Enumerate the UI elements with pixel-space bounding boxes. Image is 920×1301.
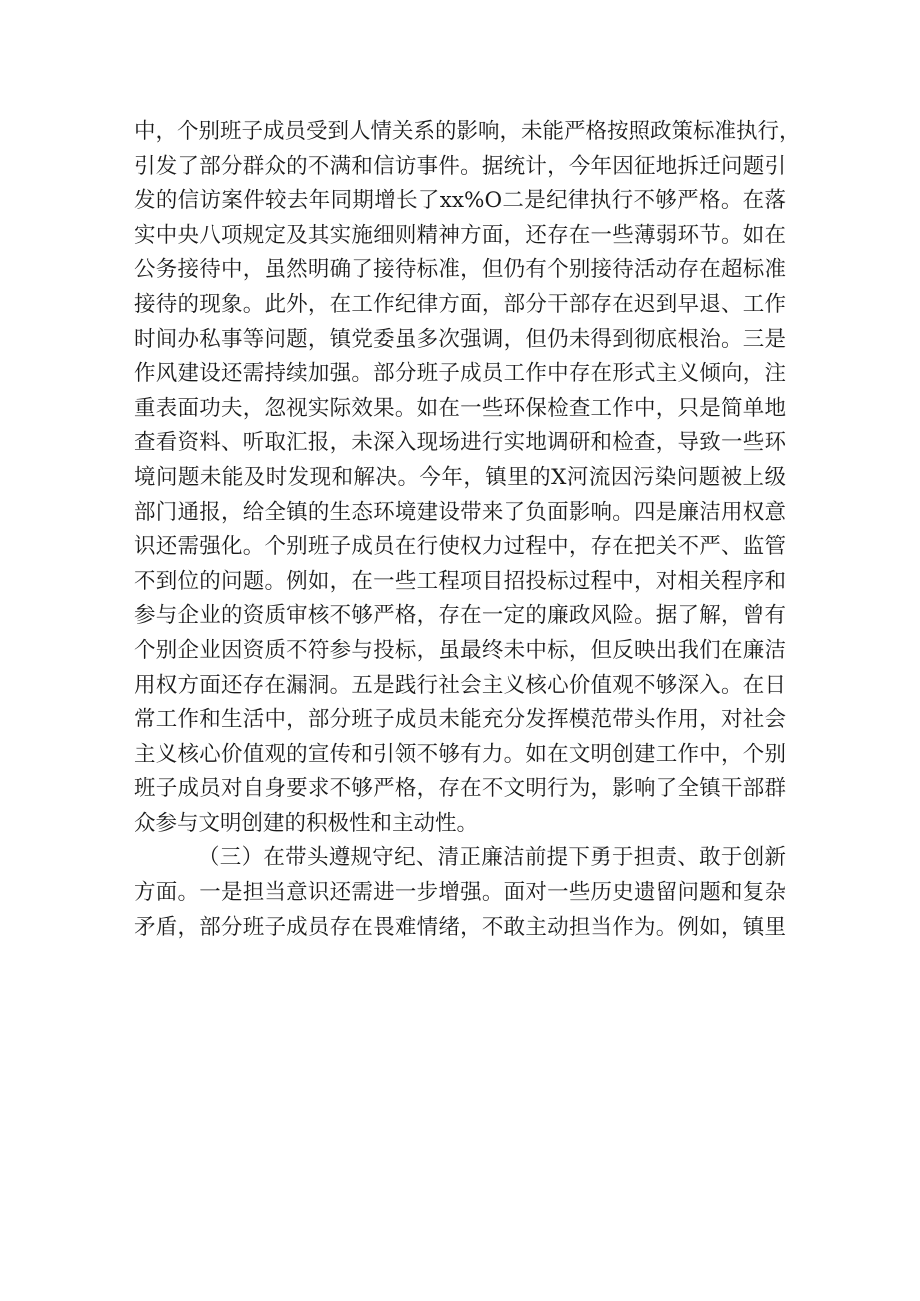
text-line: 公务接待中，虽然明确了接待标准，但仍有个别接待活动存在超标准 [134, 257, 786, 283]
paragraph-end-line: 众参与文明创建的积极性和主动性。 [134, 810, 479, 836]
section-heading-line: （三）在带头遵规守纪、清正廉洁前提下勇于担责、敢于创新 [198, 845, 786, 871]
text-line: 不到位的问题。例如，在一些工程项目招投标过程中，对相关程序和 [134, 568, 786, 594]
text-line: 发的信访案件较去年同期增长了xx%O二是纪律执行不够严格。在落 [134, 188, 786, 214]
text-line: 识还需强化。个别班子成员在行使权力过程中，存在把关不严、监管 [134, 534, 786, 560]
body-text [134, 115, 801, 945]
text-line: 查看资料、听取汇报，未深入现场进行实地调研和检查，导致一些环 [134, 430, 786, 456]
text-line: 部门通报，给全镇的生态环境建设带来了负面影响。四是廉洁用权意 [134, 499, 786, 525]
text-line: 时间办私事等问题，镇党委虽多次强调，但仍未得到彻底根治。三是 [134, 326, 786, 352]
text-line: 个别企业因资质不符参与投标，虽最终未中标，但反映出我们在廉洁 [134, 637, 786, 663]
text-line: 参与企业的资质审核不够严格，存在一定的廉政风险。据了解，曾有 [134, 603, 786, 629]
text-line: 方面。一是担当意识还需进一步增强。面对一些历史遗留问题和复杂 [134, 880, 786, 906]
text-line: 重表面功夫，忽视实际效果。如在一些环保检查工作中，只是简单地 [134, 395, 786, 421]
text-line: 作风建设还需持续加强。部分班子成员工作中存在形式主义倾向，注 [134, 361, 786, 387]
text-line: 实中央八项规定及其实施细则精神方面，还存在一些薄弱环节。如在 [134, 222, 786, 248]
text-line: 用权方面还存在漏洞。五是践行社会主义核心价值观不够深入。在日 [134, 672, 786, 698]
text-line: 主义核心价值观的宣传和引领不够有力。如在文明创建工作中，个别 [134, 741, 786, 767]
text-line: 引发了部分群众的不满和信访事件。据统计，今年因征地拆迁问题引 [134, 153, 786, 179]
text-line: 矛盾，部分班子成员存在畏难情绪，不敢主动担当作为。例如，镇里 [134, 914, 786, 940]
text-line: 常工作和生活中，部分班子成员未能充分发挥模范带头作用，对社会 [134, 707, 786, 733]
text-line: 境问题未能及时发现和解决。今年，镇里的X河流因污染问题被上级 [134, 464, 786, 490]
text-line: 班子成员对自身要求不够严格，存在不文明行为，影响了全镇干部群 [134, 776, 786, 802]
text-line: 中，个别班子成员受到人情关系的影响，未能严格按照政策标准执行， [134, 119, 801, 144]
text-line: 接待的现象。此外，在工作纪律方面，部分干部存在迟到早退、工作 [134, 291, 786, 317]
